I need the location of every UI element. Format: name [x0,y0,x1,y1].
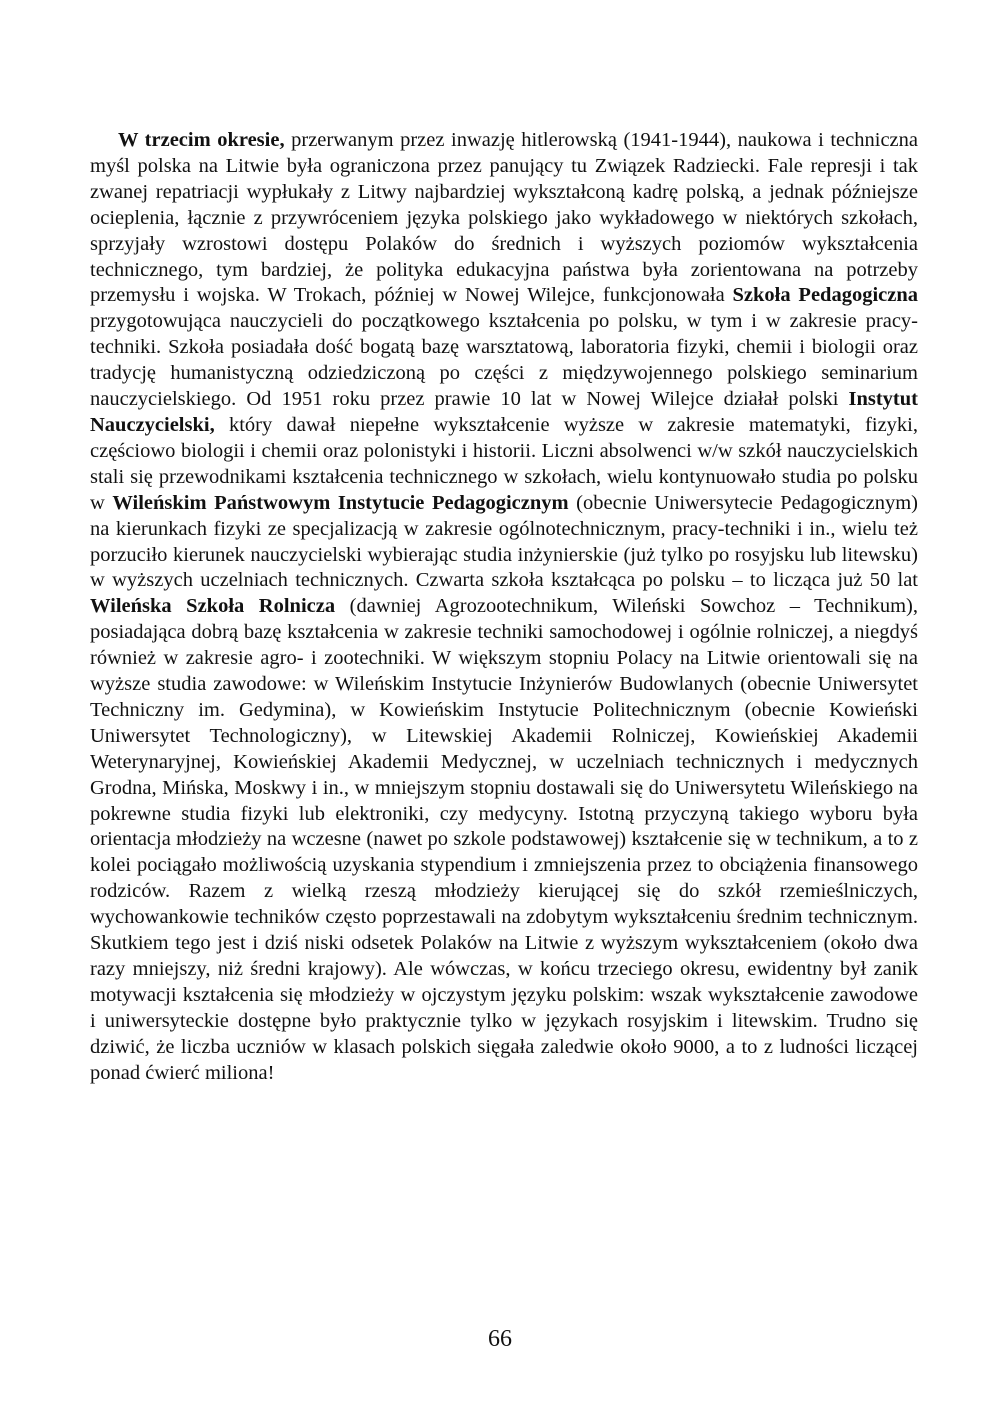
bold-term-agricultural-school: Wileńska Szkoła Rolnicza [90,595,336,618]
paragraph [90,128,918,1087]
text-run: przerwanym przez inwazję hitlerowską (1941-1944), naukowa i techniczna myśl polska na Litwie była ograniczona przez panujący tu Związek Radziecki. Fale represji i tak zwanej repatriacji wypłukały z Litwy najbardziej wykształconą kadrę polską, a jednak późniejsze ocieplenia, łącznie z przywróceniem języka polskiego jako wykładowego w niektórych szkołach, sprzyjały wzrostowi dostępu Polaków do średnich i wyższych poziomów wykształcenia technicznego, tym bardziej, że polityka edukacyjna państwa była zorientowana na potrzeby przemysłu i wojska. W Trokach, później w Nowej Wilejce, funkcjonowała [90,129,919,307]
bold-term-teachers-institute: Instytut Nauczycielski, [90,388,918,436]
text-run: (obecnie Uniwersytecie Pedagogicznym) na kierunkach fizyki ze specjalizacją w zakresie ogólnotechnicznym, pracy-techniki i in., wielu też porzuciło kierunek nauczycielski wybierając studia inżynierskie (już tylko po rosyjsku lub litewsku) w wyższych uczelniach technicznych. Czwarta szkoła kształcąca po polsku – to licząca już 50 lat [90,491,918,592]
body-text [90,128,918,1087]
page-number: 66 [488,1326,512,1352]
bold-term-pedagogical-school: Szkoła Pedagogiczna [732,284,918,307]
bold-term-pedagogical-institute: Wileńskim Państwowym Instytucie Pedagogicznym [112,491,569,514]
text-run: (dawniej Agrozootechnikum, Wileński Sowchoz – Technikum), posiadająca dobrą bazę kształcenia w zakresie techniki samochodowej i ogólnie rolniczej, a niegdyś również w zakresie agro- i zootechniki. W większym stopniu Polacy na Litwie orientowali się na wyższe studia zawodowe: w Wileńskim Instytucie Inżynierów Budowlanych (obecnie Uniwersytet Techniczny im. Gedymina), w Kowieńskim Instytucie Politechnicznym (obecnie Kowieński Uniwersytet Technologiczny), w Litewskiej Akademii Rolniczej, Kowieńskiej Akademii Weterynaryjnej, Kowieńskiej Akademii Medycznej, w uczelniach technicznych i medycznych Grodna, Mińska, Moskwy i in., w mniejszym stopniu dostawali się do Uniwersytetu Wileńskiego na pokrewne studia fizyki lub elektroniki, czy medycyny. Istotną przyczyną takiego wyboru była orientacja młodzieży na wczesne (nawet po szkole podstawowej) kształcenie się w technikum, a to z kolei pociągało możliwością uzyskania stypendium i zmniejszenia przez to obciążenia finansowego rodziców. Razem z wielką rzeszą młodzieży kierującej się do szkół rzemieślniczych, wychowankowie techników często poprzestawali na zdobytym wykształceniu średnim technicznym. Skutkiem tego jest i dziś niski odsetek Polaków na Litwie z wyższym wykształceniem (około dwa razy mniejszy, niż średni krajowy). Ale wówczas, w końcu trzeciego okresu, ewidentny był zanik motywacji kształcenia się młodzieży w ojczystym języku polskim: wszak wykształcenie zawodowe i uniwersyteckie dostępne było praktycznie tylko w językach rosyjskim i litewskim. Trudno się dziwić, że liczba uczniów w klasach polskich sięgała zaledwie około 9000, a to z ludności liczącej ponad ćwierć miliona! [90,595,918,1084]
text-run: przygotowująca nauczycieli do początkowego kształcenia po polsku, w tym i w zakresie pracy-techniki. Szkoła posiadała dość bogatą bazę warsztatową, laboratoria fizyki, chemii i biologii oraz tradycję humanistyczną odziedziczoną po części z międzywojennego polskiego seminarium nauczycielskiego. Od 1951 roku przez prawie 10 lat w Nowej Wilejce działał polski [90,310,918,411]
bold-lead-phrase: W trzecim okresie, [118,129,285,151]
text-run: który dawał niepełne wykształcenie wyższe w zakresie matematyki, fizyki, częściowo biologii i chemii oraz polonistyki i historii. Liczni absolwenci w/w szkół nauczycielskich stali się przewodnikami kształcenia technicznego w szkołach, wielu kontynuowało studia po polsku w [90,413,918,514]
